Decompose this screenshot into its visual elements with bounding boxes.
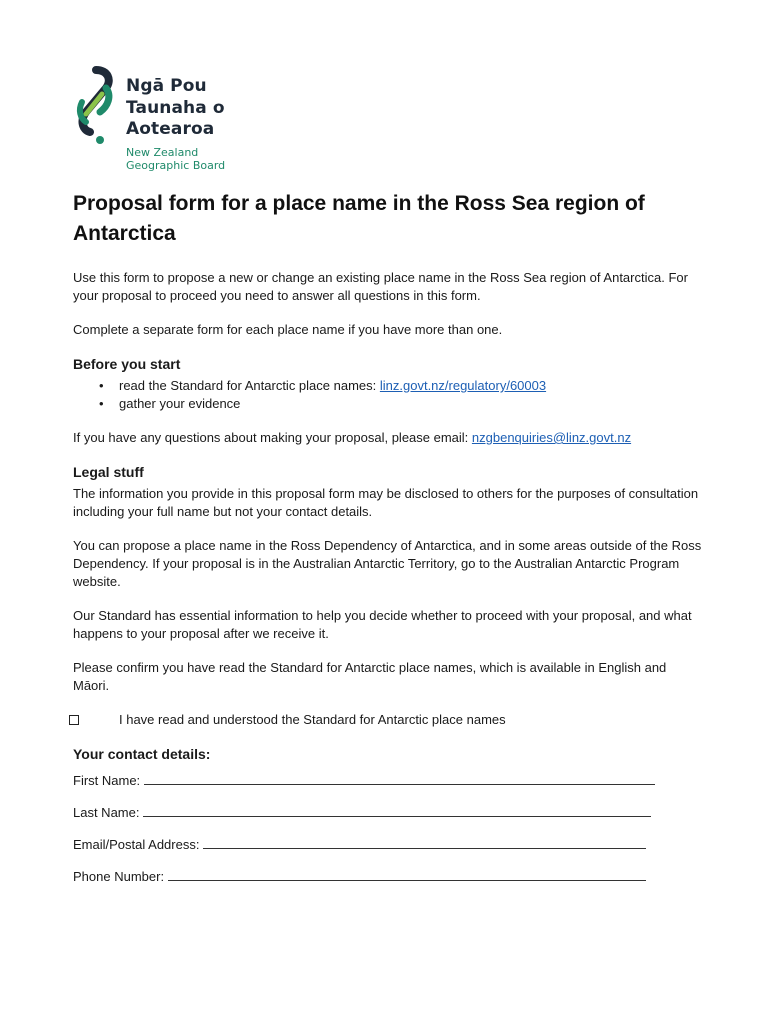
confirm-standard-row [73,711,703,729]
questions-paragraph [73,429,703,447]
separate-form-note: Complete a separate form for each place name if you have more than one. [73,322,503,337]
confirm-standard-checkbox[interactable] [69,715,79,725]
legal-paragraph-4: Please confirm you have read the Standard for Antarctic place names, which is available in English and Māori. [73,660,667,693]
logo-wordmark [126,76,225,172]
email-postal-field [73,836,703,854]
phone-number-input-line[interactable] [168,870,646,881]
page-title: Proposal form for a place name in the Ross Sea region of Antarctica [73,192,645,245]
before-you-start-list [73,377,703,413]
email-postal-label: Email/Postal Address: [73,837,204,852]
logo-maori-line-3: Aotearoa [126,119,215,139]
standard-item-text: read the Standard for Antarctic place names: [119,378,380,393]
list-item [119,377,703,395]
nzgb-logo [72,66,272,176]
first-name-field [73,772,703,790]
phone-number-field [73,868,703,886]
nzgb-logo-mark-icon [72,66,120,146]
first-name-label: First Name: [73,773,144,788]
contact-details-heading: Your contact details: [73,746,211,762]
logo-maori-line-1: Ngā Pou [126,76,207,96]
phone-number-label: Phone Number: [73,869,168,884]
before-you-start-heading: Before you start [73,356,181,372]
last-name-label: Last Name: [73,805,144,820]
legal-paragraph-3: Our Standard has essential information to help you decide whether to proceed with your proposal, and what happens to your proposal after we receive it. [73,608,692,641]
first-name-input-line[interactable] [144,774,655,785]
last-name-field [73,804,703,822]
legal-paragraph-2: You can propose a place name in the Ross Dependency of Antarctica, and in some areas outside of the Ross Dependency. If your proposal is in the Australian Antarctic Territory, go to the Australian Antarctic Program website. [73,538,702,589]
email-link[interactable]: nzgbenquiries@linz.govt.nz [471,430,632,445]
email-postal-input-line[interactable] [203,838,646,849]
list-item: • gather your evidence [119,395,703,413]
legal-paragraph-1: The information you provide in this proposal form may be disclosed to others for the purposes of consultation including your full name but not your contact details. [73,486,699,519]
standard-link[interactable]: linz.govt.nz/regulatory/60003 [379,378,547,393]
logo-maori-line-2: Taunaha o [126,97,225,118]
questions-text: If you have any questions about making your proposal, please email: [73,430,472,445]
logo-english-line-1: New Zealand [126,145,199,159]
document-body [73,189,703,900]
confirm-standard-label: I have read and understood the Standard for Antarctic place names [119,712,506,727]
logo-english-name [126,146,225,172]
legal-stuff-heading: Legal stuff [73,464,144,480]
last-name-input-line[interactable] [143,806,651,817]
logo-english-line-2: Geographic Board [126,158,226,172]
intro-paragraph: Use this form to propose a new or change an existing place name in the Ross Sea region of Antarctica. For your proposal to proceed you need to answer all questions in this form. [73,270,688,303]
